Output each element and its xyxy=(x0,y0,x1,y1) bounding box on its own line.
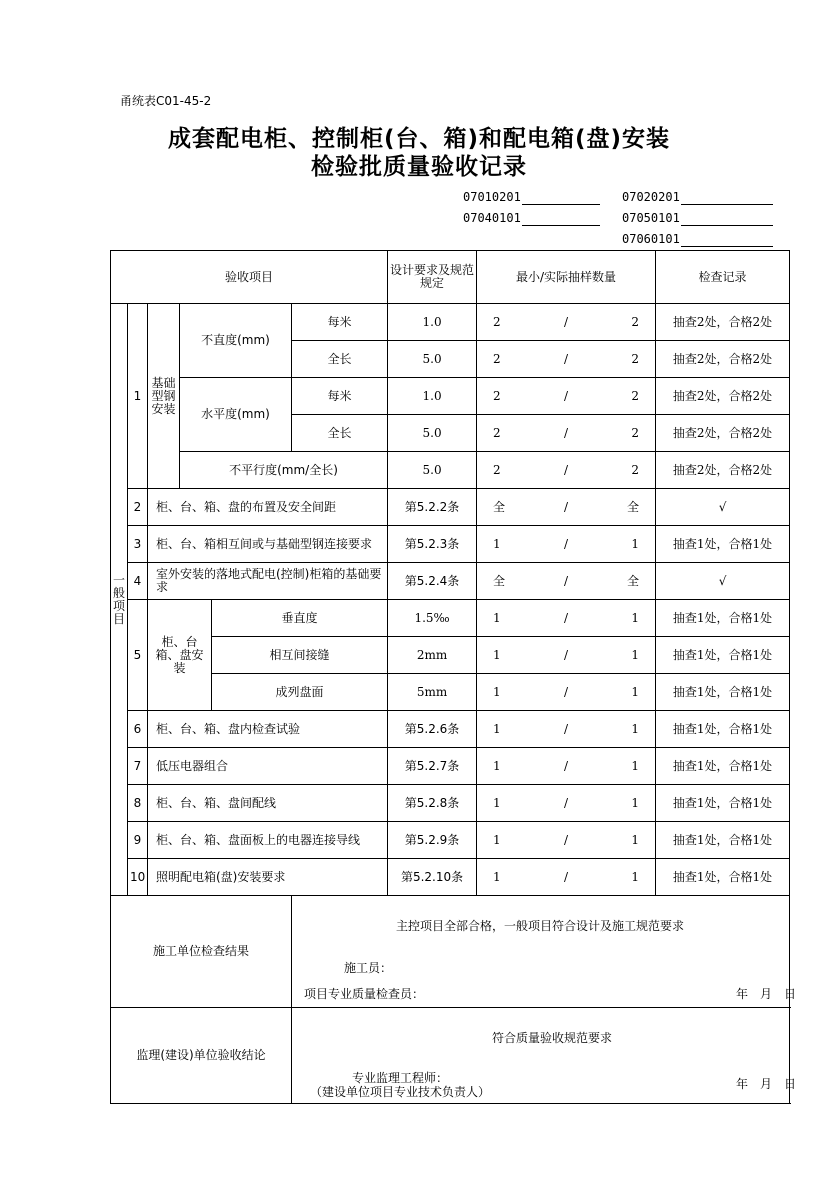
code-4: 07050101 xyxy=(622,211,680,225)
table-row xyxy=(111,304,790,341)
sample-count: 1 / 1 xyxy=(477,785,656,822)
table-row xyxy=(111,600,790,637)
design-value: 5.0 xyxy=(388,452,477,489)
item-name: 柜、台、箱、盘面板上的电器连接导线 xyxy=(148,822,388,859)
table-row xyxy=(111,452,790,489)
check-record: 抽查2处，合格2处 xyxy=(656,452,790,489)
table-row xyxy=(111,637,790,674)
code-2-line xyxy=(681,204,773,205)
design-value: 1.5‰ xyxy=(388,600,477,637)
supervision-label: 监理(建设)单位验收结论 xyxy=(111,1008,292,1104)
page-subtitle: 检验批质量验收记录 xyxy=(311,154,527,180)
group-label: 基础型钢安装 xyxy=(148,304,180,489)
check-record: 抽查2处，合格2处 xyxy=(656,341,790,378)
header-design: 设计要求及规范规定 xyxy=(388,251,477,304)
engineer-label: 专业监理工程师： xyxy=(352,1071,449,1085)
sample-count: 2 / 2 xyxy=(477,415,656,452)
design-value: 第5.2.7条 xyxy=(388,748,477,785)
sample-count: 1 / 1 xyxy=(477,748,656,785)
check-record: 抽查1处，合格1处 xyxy=(656,785,790,822)
sample-count: 1 / 1 xyxy=(477,674,656,711)
item-name: 柜、台、箱相互间或与基础型钢连接要求 xyxy=(148,526,388,563)
code-2: 07020201 xyxy=(622,190,680,204)
sample-count: 1 / 1 xyxy=(477,600,656,637)
check-record: √ xyxy=(656,563,790,600)
inspector-label: 项目专业质量检查员： xyxy=(304,987,425,1001)
design-value: 第5.2.9条 xyxy=(388,822,477,859)
code-1-line xyxy=(522,204,600,205)
table-row xyxy=(111,674,790,711)
check-record: 抽查2处，合格2处 xyxy=(656,304,790,341)
construction-section xyxy=(292,896,797,1008)
design-value: 2mm xyxy=(388,637,477,674)
design-value: 1.0 xyxy=(388,304,477,341)
design-value: 5.0 xyxy=(388,341,477,378)
row-number: 9 xyxy=(128,822,148,859)
inspection-table xyxy=(110,250,797,1104)
row-number: 3 xyxy=(128,526,148,563)
supervision-section xyxy=(292,1008,797,1104)
table-row xyxy=(111,563,790,600)
supervision-text: 符合质量验收规范要求 xyxy=(492,1031,613,1045)
design-value: 1.0 xyxy=(388,378,477,415)
sample-count: 2 / 2 xyxy=(477,341,656,378)
row-number: 1 xyxy=(128,304,148,489)
sample-count: 全 / 全 xyxy=(477,563,656,600)
check-record: 抽查1处，合格1处 xyxy=(656,859,790,896)
item-name: 室外安装的落地式配电(控制)柜箱的基础要求 xyxy=(148,563,388,600)
sample-count: 2 / 2 xyxy=(477,378,656,415)
header-item: 验收项目 xyxy=(111,251,388,304)
page-title: 成套配电柜、控制柜(台、箱)和配电箱(盘)安装 xyxy=(167,126,671,152)
table-row xyxy=(111,378,790,415)
table-row xyxy=(111,526,790,563)
row-number: 5 xyxy=(128,600,148,711)
item-name: 柜、台、箱、盘间配线 xyxy=(148,785,388,822)
item-name: 照明配电箱(盘)安装要求 xyxy=(148,859,388,896)
check-record: √ xyxy=(656,489,790,526)
header-row xyxy=(111,251,790,304)
code-5: 07060101 xyxy=(622,232,680,246)
sample-count: 1 / 1 xyxy=(477,526,656,563)
sample-count: 1 / 1 xyxy=(477,822,656,859)
code-1: 07010201 xyxy=(463,190,521,204)
section-label: 一 般 项 目 xyxy=(111,304,128,896)
design-value: 第5.2.3条 xyxy=(388,526,477,563)
check-record: 抽查1处，合格1处 xyxy=(656,600,790,637)
row-number: 8 xyxy=(128,785,148,822)
construction-date: 年 月 日 xyxy=(736,987,797,1001)
sample-count: 2 / 2 xyxy=(477,304,656,341)
header-record: 检查记录 xyxy=(656,251,790,304)
construction-row xyxy=(111,896,790,1008)
code-4-line xyxy=(681,225,773,226)
design-value: 第5.2.4条 xyxy=(388,563,477,600)
design-value: 第5.2.8条 xyxy=(388,785,477,822)
row-number: 7 xyxy=(128,748,148,785)
design-value: 第5.2.2条 xyxy=(388,489,477,526)
item-name: 低压电器组合 xyxy=(148,748,388,785)
sample-count: 1 / 1 xyxy=(477,859,656,896)
design-value: 第5.2.10条 xyxy=(388,859,477,896)
code-3-line xyxy=(522,225,600,226)
code-5-line xyxy=(681,246,773,247)
check-record: 抽查1处，合格1处 xyxy=(656,711,790,748)
sample-count: 1 / 1 xyxy=(477,637,656,674)
form-number: 甬统表C01-45-2 xyxy=(120,94,212,108)
sub-label: 不直度(mm) xyxy=(180,304,292,378)
worker-label: 施工员： xyxy=(344,961,393,975)
table-row xyxy=(111,489,790,526)
check-record: 抽查2处，合格2处 xyxy=(656,378,790,415)
design-value: 5.0 xyxy=(388,415,477,452)
design-value: 5mm xyxy=(388,674,477,711)
supervision-row xyxy=(111,1008,790,1104)
criterion: 成列盘面 xyxy=(212,674,388,711)
table-row xyxy=(111,859,790,896)
group-label: 柜、台箱、盘安装 xyxy=(148,600,212,711)
criterion: 相互间接缝 xyxy=(212,637,388,674)
criterion: 垂直度 xyxy=(212,600,388,637)
sample-count: 1 / 1 xyxy=(477,711,656,748)
sub-label: 水平度(mm) xyxy=(180,378,292,452)
table-row xyxy=(111,785,790,822)
item-name: 柜、台、箱、盘的布置及安全间距 xyxy=(148,489,388,526)
check-record: 抽查1处，合格1处 xyxy=(656,748,790,785)
check-record: 抽查1处，合格1处 xyxy=(656,637,790,674)
check-record: 抽查1处，合格1处 xyxy=(656,674,790,711)
sample-count: 2 / 2 xyxy=(477,452,656,489)
construction-text: 主控项目全部合格，一般项目符合设计及施工规范要求 xyxy=(396,919,685,933)
criterion: 每米 xyxy=(292,378,388,415)
code-3: 07040101 xyxy=(463,211,521,225)
table-row xyxy=(111,748,790,785)
owner-rep-label: （建设单位项目专业技术负责人） xyxy=(310,1085,491,1099)
criterion: 全长 xyxy=(292,341,388,378)
row-number: 4 xyxy=(128,563,148,600)
table-row xyxy=(111,822,790,859)
criterion: 全长 xyxy=(292,415,388,452)
table-row xyxy=(111,711,790,748)
check-record: 抽查1处，合格1处 xyxy=(656,526,790,563)
check-record: 抽查1处，合格1处 xyxy=(656,822,790,859)
check-record: 抽查2处，合格2处 xyxy=(656,415,790,452)
item-name: 柜、台、箱、盘内检查试验 xyxy=(148,711,388,748)
row-number: 2 xyxy=(128,489,148,526)
row-number: 6 xyxy=(128,711,148,748)
criterion: 不平行度(mm/全长) xyxy=(180,452,388,489)
row-number: 10 xyxy=(128,859,148,896)
header-sample: 最小/实际抽样数量 xyxy=(477,251,656,304)
construction-label: 施工单位检查结果 xyxy=(111,896,292,1008)
criterion: 每米 xyxy=(292,304,388,341)
supervision-date: 年 月 日 xyxy=(736,1077,797,1091)
sample-count: 全 / 全 xyxy=(477,489,656,526)
design-value: 第5.2.6条 xyxy=(388,711,477,748)
